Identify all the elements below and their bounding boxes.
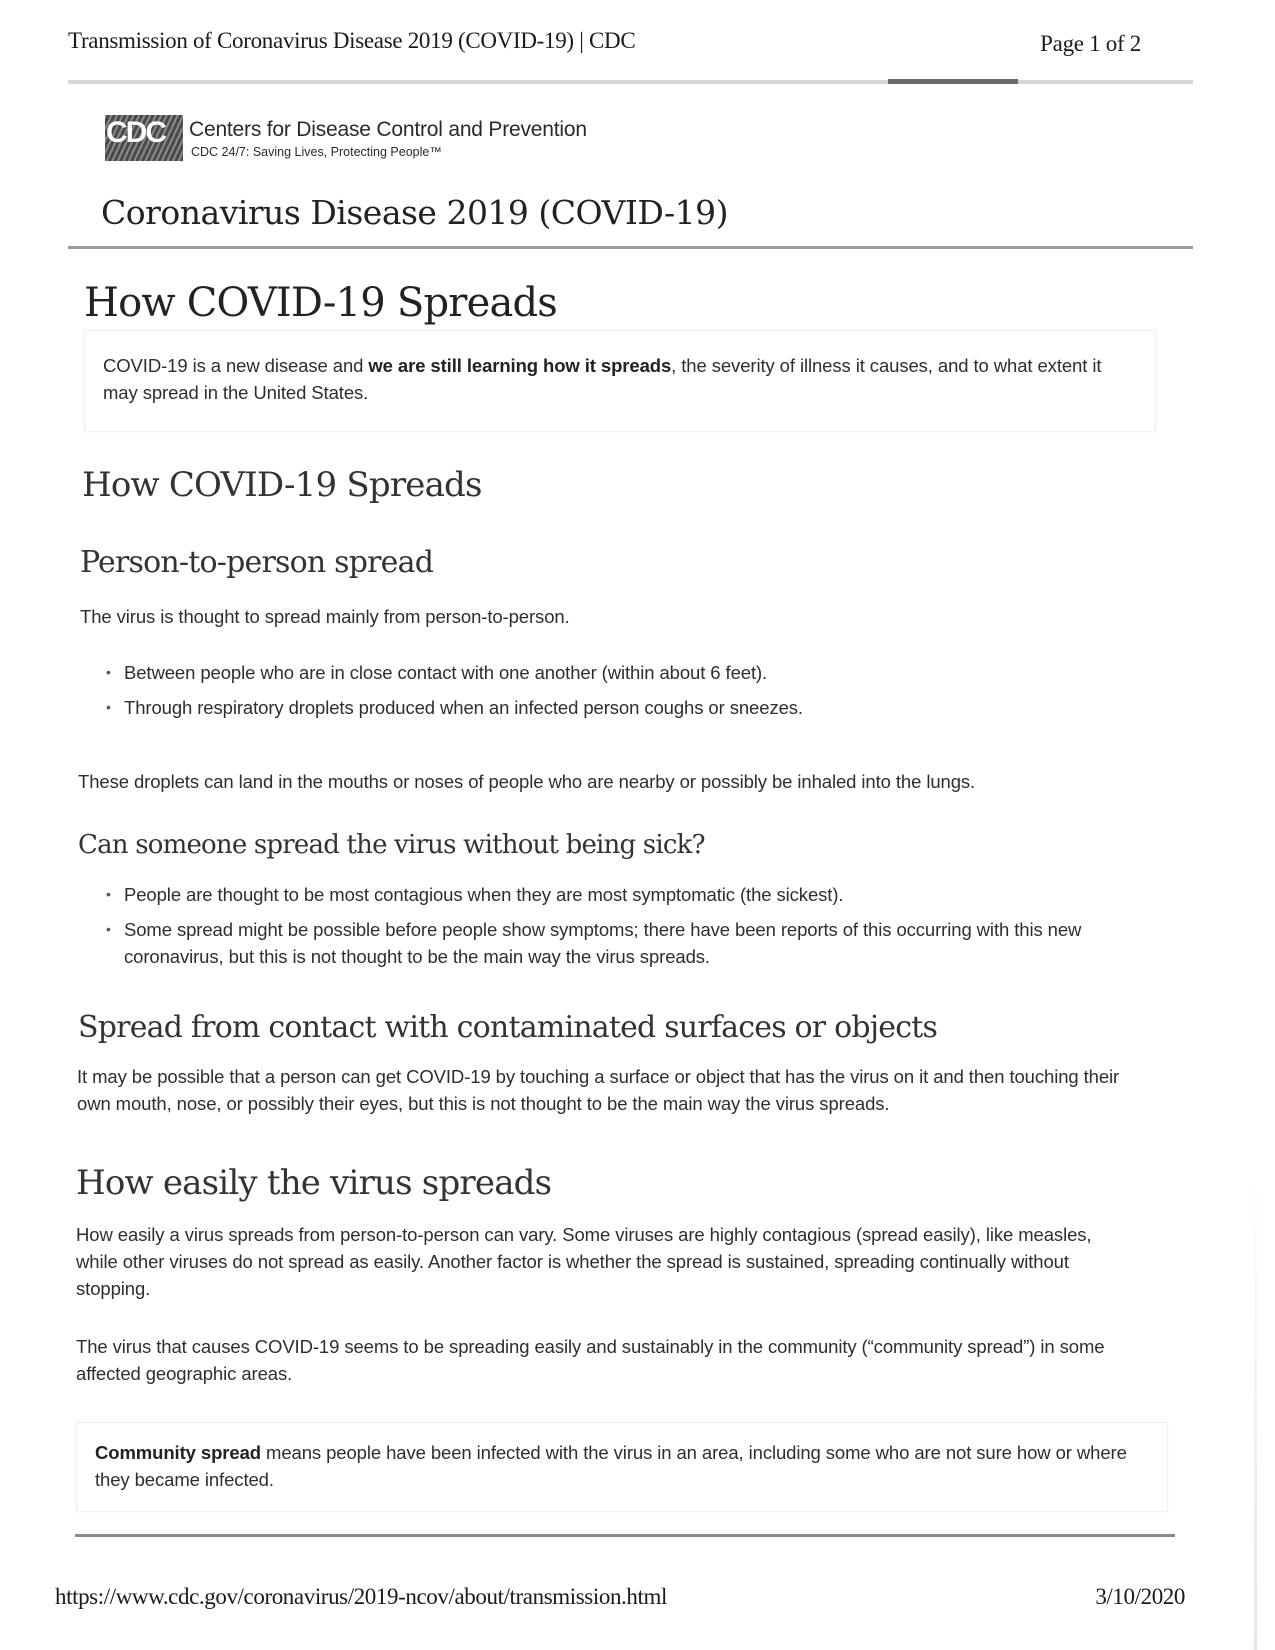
header-divider	[68, 80, 1193, 84]
how-easily-heading: How easily the virus spreads	[76, 1163, 552, 1203]
intro-text-part: , the severity of illness it causes, and to what extent it may spread in the United States.	[103, 355, 1102, 403]
print-header	[68, 28, 1141, 58]
list-item-text: Between people who are in close contact with one another (within about 6 feet).	[124, 662, 768, 683]
logo-text: CDC	[106, 116, 165, 149]
without-sick-heading: Can someone spread the virus without being sick?	[78, 830, 705, 860]
intro-text	[85, 331, 1113, 406]
list-item	[102, 694, 1162, 721]
intro-bold-text: we are still learning how it spreads	[368, 355, 672, 376]
print-header-title: Transmission of Coronavirus Disease 2019 (COVID-19) | CDC	[68, 28, 636, 53]
person-to-person-follow: These droplets can land in the mouths or noses of people who are nearby or possibly be inhaled into the lungs.	[78, 771, 976, 792]
print-date: 3/10/2020	[1095, 1584, 1185, 1609]
cdc-logo-icon[interactable]	[105, 115, 183, 161]
intro-callout	[84, 330, 1156, 432]
bullet-icon: •	[106, 699, 111, 715]
intro-text-part: COVID-19 is a new disease and	[103, 355, 369, 376]
scan-artifact	[888, 79, 1018, 84]
without-sick-list	[102, 881, 1152, 978]
list-item	[102, 916, 1152, 970]
footer-divider	[75, 1534, 1175, 1537]
page-number: Page 1 of 2	[1040, 31, 1141, 56]
scan-edge	[1254, 0, 1257, 1650]
bullet-icon: •	[106, 921, 111, 937]
list-item-text: People are thought to be most contagious when they are most symptomatic (the sickest).	[124, 884, 844, 905]
site-title[interactable]: Coronavirus Disease 2019 (COVID-19)	[101, 193, 728, 232]
how-easily-para2: The virus that causes COVID-19 seems to be spreading easily and sustainably in the community (“community spread”) in some affected geographic areas.	[76, 1336, 1105, 1384]
section-heading: How COVID-19 Spreads	[82, 465, 482, 505]
list-item	[102, 659, 1162, 686]
community-spread-text	[77, 1423, 1155, 1493]
list-item	[102, 881, 1152, 908]
person-to-person-lead: The virus is thought to spread mainly from person-to-person.	[80, 606, 570, 627]
list-item-text: Through respiratory droplets produced when an infected person coughs or sneezes.	[124, 697, 803, 718]
list-item-text: Some spread might be possible before people show symptoms; there have been reports of this occurring with this new coronavirus, but this is not thought to be the main way the virus spreads.	[124, 919, 1082, 967]
person-to-person-heading: Person-to-person spread	[80, 545, 434, 580]
surfaces-body: It may be possible that a person can get COVID-19 by touching a surface or object that has the virus on it and then touching their own mouth, nose, or possibly their eyes, but this is not thought to be the main way the virus spreads.	[77, 1066, 1120, 1114]
bullet-icon: •	[106, 886, 111, 902]
page-title: How COVID-19 Spreads	[84, 280, 558, 326]
site-title-divider	[68, 246, 1193, 249]
org-name[interactable]: Centers for Disease Control and Prevention	[189, 118, 587, 141]
community-spread-definition: means people have been infected with the virus in an area, including some who are not sure how or where they became infected.	[95, 1442, 1127, 1490]
bullet-icon: •	[106, 664, 111, 680]
community-spread-callout	[76, 1422, 1168, 1512]
surfaces-heading: Spread from contact with contaminated surfaces or objects	[78, 1010, 938, 1045]
page-url: https://www.cdc.gov/coronavirus/2019-ncov/about/transmission.html	[55, 1584, 667, 1609]
person-to-person-list	[102, 659, 1162, 729]
tagline: CDC 24/7: Saving Lives, Protecting People™	[191, 145, 442, 159]
community-spread-term: Community spread	[95, 1442, 261, 1463]
how-easily-para1: How easily a virus spreads from person-to-person can vary. Some viruses are highly contagious (spread easily), like measles, while other viruses do not spread as easily. Another factor is whether the spread is sustained, spreading continually without stopping.	[76, 1224, 1092, 1299]
